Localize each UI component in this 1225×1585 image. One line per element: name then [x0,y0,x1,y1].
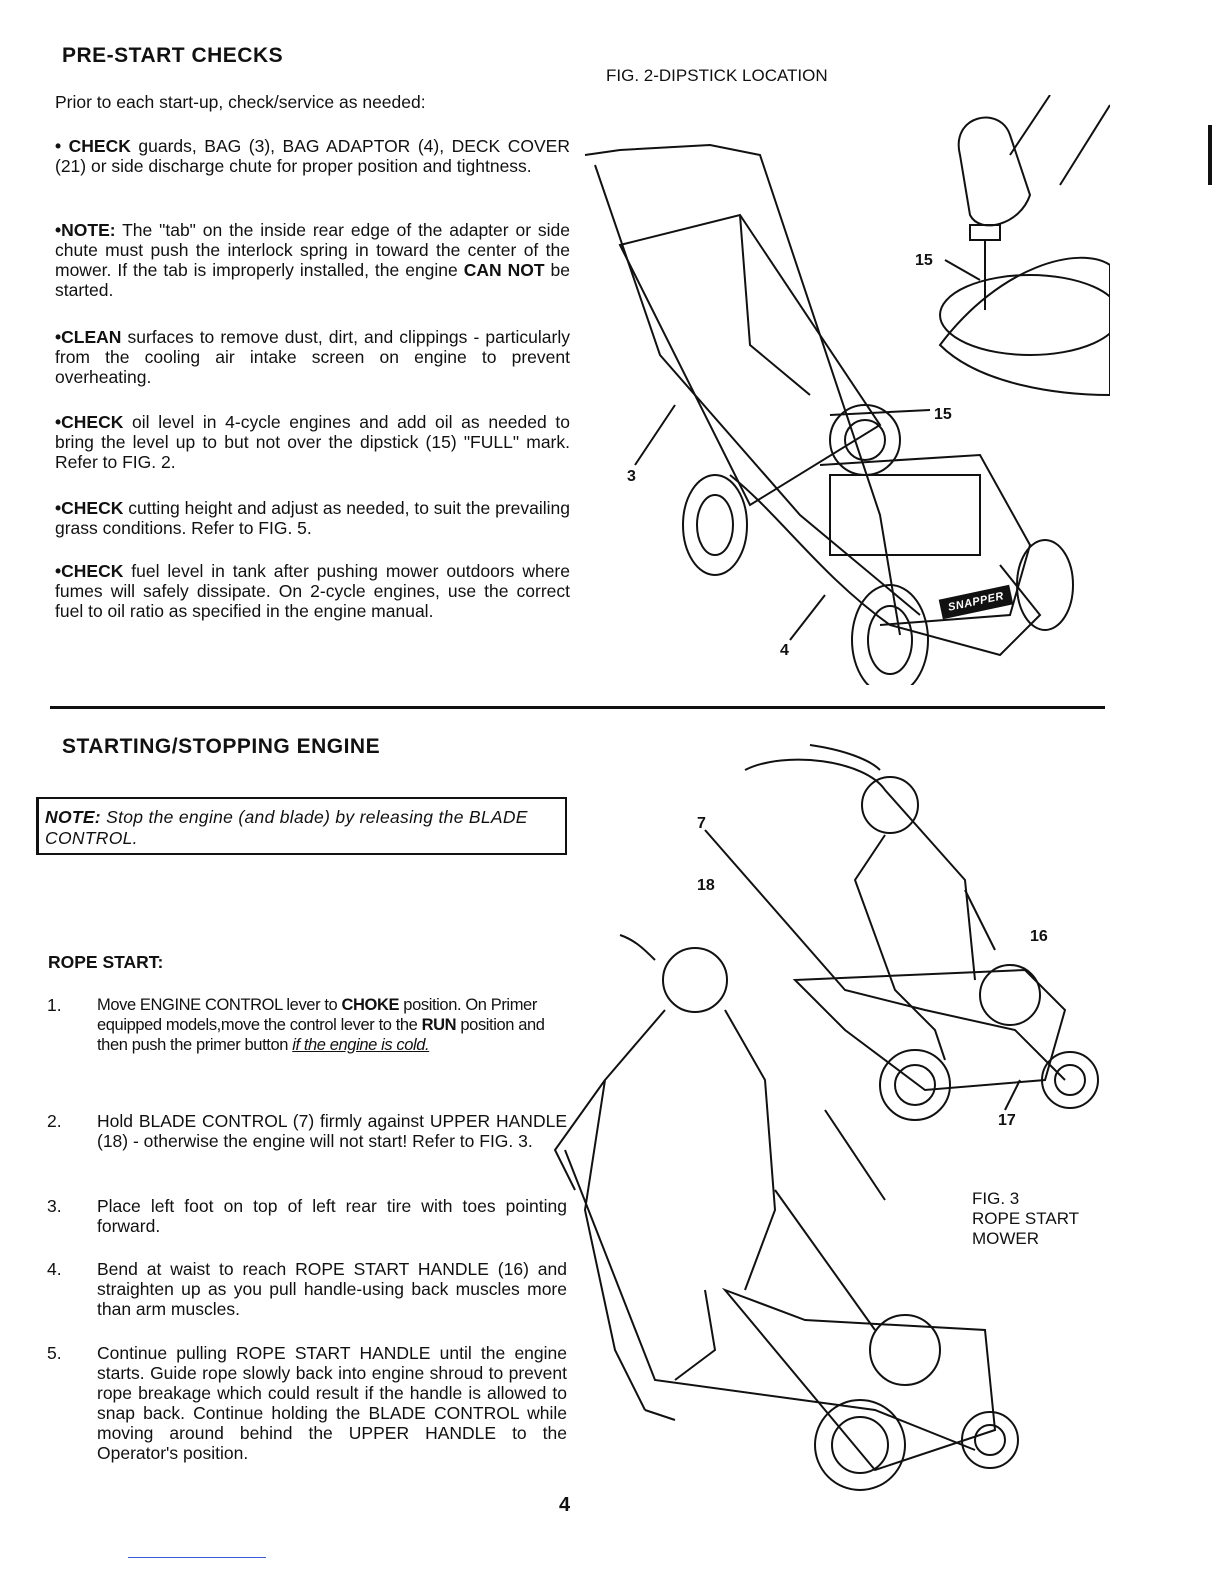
note-box: NOTE: Stop the engine (and blade) by releasing the BLADE CONTROL. [36,797,567,855]
clean-surfaces: •CLEAN surfaces to remove dust, dirt, and clippings - particularly from the cooling air intake screen on engine to prevent overheating. [55,327,570,387]
scan-artifact-line [128,1557,266,1558]
check-oil: •CHECK oil level in 4-cycle engines and add oil as needed to bring the level up to but not over the dipstick (15) "FULL" mark. Refer to FIG. 2. [55,412,570,472]
scan-edge-mark [1208,125,1212,185]
check-fuel: •CHECK fuel level in tank after pushing mower outdoors where fumes will safely dissipate. On 2-cycle engines, use the correct fuel to oil ratio as specified in the engine manual. [55,561,570,621]
prestart-intro: Prior to each start-up, check/service as needed: [55,92,426,112]
fig3-caption-line-2: ROPE START [972,1209,1080,1228]
label-17-tire: 17 [998,1112,1016,1129]
step-2: 2. Hold BLADE CONTROL (7) firmly against UPPER HANDLE (18) - otherwise the engine will not start! Refer to FIG. 3. [47,1111,567,1151]
label-16-rope-handle: 16 [1030,928,1048,945]
label-15-dipstick: 15 [915,252,933,269]
label-3-bag: 3 [627,468,636,485]
step-1: 1. Move ENGINE CONTROL lever to CHOKE position. On Primer equipped models,move the control lever to the RUN position and then push the primer button if the engine is cold. [47,995,545,1054]
label-18-upper-handle: 18 [697,877,715,894]
step-5: 5. Continue pulling ROPE START HANDLE until the engine starts. Guide rope slowly back into engine shroud to prevent rope breakage which could result if the handle is allowed to snap back. Continue holding the BLADE CONTROL while moving around behind the UPPER HANDLE to the Operator's position. [47,1343,567,1463]
label-15-mower: 15 [934,406,952,423]
label-4-adaptor: 4 [780,642,789,659]
label-7-blade-control: 7 [697,815,706,832]
check-cutting-height: •CHECK cutting height and adjust as needed, to suit the prevailing grass conditions. Refer to FIG. 5. [55,498,570,538]
note-tab: •NOTE: The "tab" on the inside rear edge of the adapter or side chute must push the interlock spring in toward the center of the mower. If the tab is improperly installed, the engine CAN NOT be started. [55,220,571,300]
rope-start-title: ROPE START: [48,952,164,972]
section-divider [50,706,1105,709]
fig3-caption-line-3: MOWER [972,1229,1040,1248]
step-4: 4. Bend at waist to reach ROPE START HANDLE (16) and straighten up as you pull handle-using back muscles more than arm muscles. [47,1259,567,1319]
fig3-rope-start-illustration [545,730,1110,1500]
snapper-deck-badge: SNAPPER [939,585,1014,620]
check-guards: • CHECK guards, BAG (3), BAG ADAPTOR (4), DECK COVER (21) or side discharge chute for proper position and tightness. [55,136,570,176]
fig2-caption: FIG. 2-DIPSTICK LOCATION [606,66,828,85]
page-number: 4 [559,1494,571,1516]
fig2-mower-illustration [580,95,1110,685]
step-3: 3. Place left foot on top of left rear tire with toes pointing forward. [47,1196,567,1236]
prestart-title: PRE-START CHECKS [62,44,284,67]
fig3-caption [972,1189,1079,1249]
fig3-caption-line-1: FIG. 3 [972,1189,1020,1208]
starting-title: STARTING/STOPPING ENGINE [62,735,381,758]
